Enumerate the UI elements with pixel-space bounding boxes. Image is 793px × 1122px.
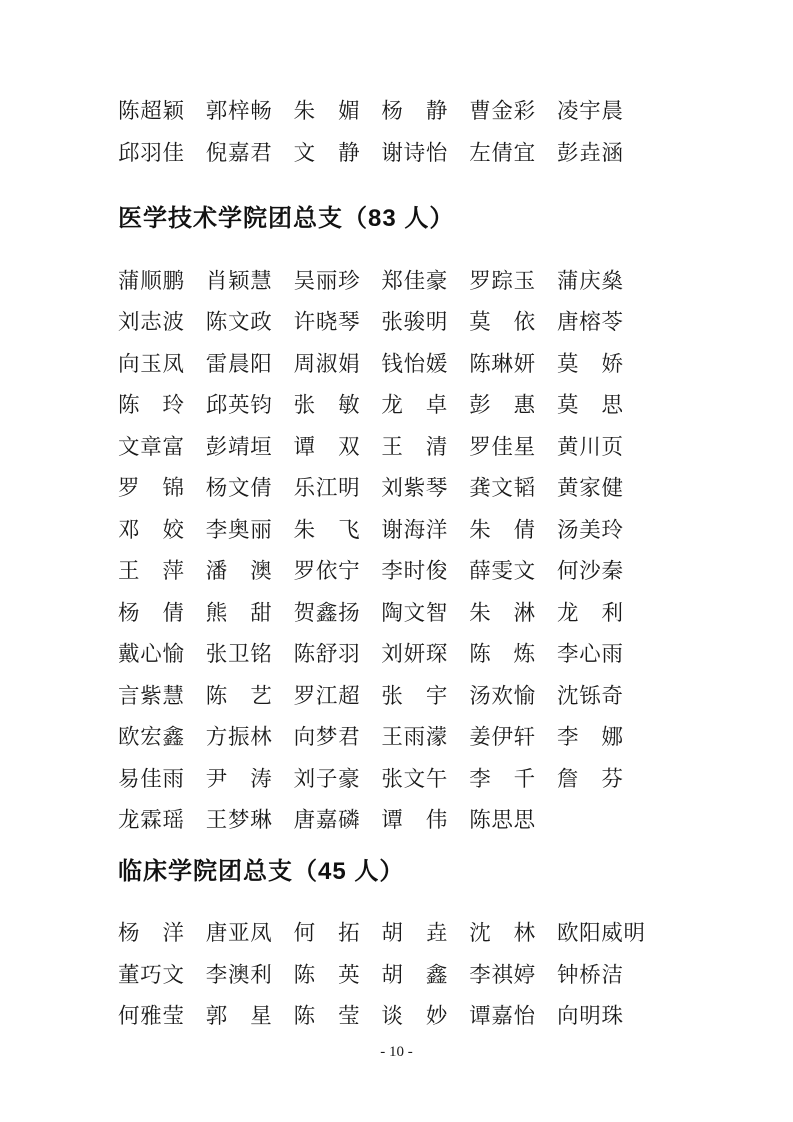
name-rows: [118, 921, 763, 1028]
person-name: 朱 淋: [469, 600, 536, 625]
person-name: 张 文 午: [381, 766, 448, 791]
person-name: 文 章 富: [118, 434, 184, 459]
name-row: [118, 99, 763, 123]
person-name: 熊 甜: [205, 600, 272, 625]
person-name: 邓 姣: [118, 517, 184, 542]
person-name: 陈 超 颖: [118, 99, 184, 123]
person-name: 詹 芬: [556, 766, 623, 791]
person-name: 蒲 顺 鹏: [118, 268, 184, 293]
person-name: 黄 家 健: [556, 476, 623, 500]
person-name: 何 拓: [293, 921, 360, 945]
person-name: 罗 踪 玉: [469, 268, 536, 293]
name-row: [118, 725, 763, 749]
name-row: [118, 601, 763, 625]
person-name: 周 淑 娟: [293, 351, 360, 376]
person-name: 左 倩 宜: [469, 140, 536, 165]
name-row: [118, 1004, 763, 1028]
person-name: 姜 伊 轩: [469, 725, 536, 749]
name-rows: [118, 99, 763, 165]
name-row: [118, 808, 763, 832]
section-heading: 临床学院团总支（45 人）: [118, 858, 405, 885]
person-name: 尹 涛: [205, 766, 272, 791]
person-name: 王 梦 琳: [205, 808, 272, 832]
person-name: 何 雅 莹: [118, 1004, 184, 1028]
person-name: 薛 雯 文: [469, 559, 536, 583]
name-row: [118, 684, 763, 708]
name-row: [118, 642, 763, 666]
person-name: 沈 铄 奇: [556, 683, 623, 708]
person-name: 李 祺 婷: [469, 962, 536, 987]
person-name: 唐 亚 凤: [205, 921, 272, 945]
person-name: 陈 莹: [293, 1004, 360, 1028]
person-name: 王 清: [381, 434, 448, 459]
name-row: [118, 921, 763, 945]
person-name: 莫 娇: [556, 351, 623, 376]
section-heading: 医学技术学院团总支（83 人）: [118, 204, 455, 232]
person-name: 莫 思: [556, 393, 623, 417]
person-name: 龚 文 韬: [469, 476, 536, 500]
person-name: 钱 怡 媛: [381, 351, 448, 376]
person-name: 李 澳 利: [205, 962, 272, 987]
person-name: 张 宇: [381, 683, 448, 708]
person-name: 谭 伟: [381, 808, 448, 832]
roster-section-clinical-college-branch: [118, 856, 763, 1028]
person-name: 杨 文 倩: [205, 476, 272, 500]
person-name: 刘 妍 琛: [381, 642, 448, 666]
person-name: 陈 舒 羽: [293, 642, 360, 666]
person-name: 朱 飞: [293, 517, 360, 542]
person-name: 龙 霖 瑶: [118, 808, 184, 832]
person-name: 蒲 庆 燊: [556, 268, 623, 293]
name-row: [118, 269, 763, 293]
person-name: 贺 鑫 扬: [293, 600, 360, 625]
person-name: 罗 江 超: [293, 683, 360, 708]
person-name: 杨 倩: [118, 600, 184, 625]
name-row: [118, 963, 763, 987]
person-name: 汤 欢 愉: [469, 683, 536, 708]
person-name: 陈 文 政: [205, 310, 272, 334]
name-row: [118, 310, 763, 334]
person-name: 陈 琳 妍: [469, 351, 536, 376]
person-name: 龙 卓: [381, 393, 448, 417]
person-name: 刘 紫 琴: [381, 476, 448, 500]
person-name: 杨 洋: [118, 921, 184, 945]
person-name: 向 明 珠: [556, 1004, 623, 1028]
person-name: 陈 炼: [469, 642, 536, 666]
person-name: 李 娜: [556, 725, 623, 749]
person-name: 王 萍: [118, 559, 184, 583]
page-number: - 10 -: [380, 1044, 413, 1060]
page-footer: [0, 1043, 793, 1061]
roster-section-previous-branch-continued: [118, 99, 763, 165]
name-row: [118, 352, 763, 376]
name-row: [118, 518, 763, 542]
person-name: 潘 澳: [205, 559, 272, 583]
person-name: 钟 桥 洁: [556, 962, 623, 987]
person-name: 凌 宇 晨: [556, 99, 623, 123]
name-rows: [118, 269, 763, 833]
roster-section-medical-technology-branch: [118, 203, 763, 833]
person-name: 言 紫 慧: [118, 683, 184, 708]
person-name: 彭 垚 涵: [556, 140, 623, 165]
person-name: 莫 依: [469, 310, 536, 334]
name-row: [118, 476, 763, 500]
person-name: 方 振 林: [205, 725, 272, 749]
person-name: 彭 靖 垣: [205, 434, 272, 459]
name-row: [118, 393, 763, 417]
person-name: 唐 榕 苓: [556, 310, 623, 334]
person-name: 曹 金 彩: [469, 99, 536, 123]
person-name: 肖 颖 慧: [205, 268, 272, 293]
person-name: 乐 江 明: [293, 476, 360, 500]
person-name: 罗 锦: [118, 476, 184, 500]
person-name: 朱 倩: [469, 517, 536, 542]
person-name: 张 卫 铭: [205, 642, 272, 666]
person-name: 唐 嘉 磷: [293, 808, 360, 832]
person-name: 吴 丽 珍: [293, 268, 360, 293]
person-name: 雷 晨 阳: [205, 351, 272, 376]
person-name: 谈 妙: [381, 1004, 448, 1028]
person-name: 向 玉 凤: [118, 351, 184, 376]
person-name: 何 沙 秦: [556, 559, 623, 583]
person-name: 谢 诗 怡: [381, 140, 448, 165]
person-name: 陈 玲: [118, 393, 184, 417]
person-name: 杨 静: [381, 99, 448, 123]
person-name: 郭 星: [205, 1004, 272, 1028]
person-name: 罗 依 宁: [293, 559, 360, 583]
person-name: 刘 志 波: [118, 310, 184, 334]
name-row: [118, 559, 763, 583]
person-name: 胡 垚: [381, 921, 448, 945]
person-name: 胡 鑫: [381, 962, 448, 987]
person-name: 龙 利: [556, 600, 623, 625]
person-name: 汤 美 玲: [556, 517, 623, 542]
person-name: 郑 佳 豪: [381, 268, 448, 293]
name-row: [118, 141, 763, 165]
person-name: 陈 思 思: [469, 808, 536, 832]
person-name: 谭 双: [293, 434, 360, 459]
name-row: [118, 435, 763, 459]
person-name: 向 梦 君: [293, 725, 360, 749]
person-name: 罗 佳 星: [469, 434, 536, 459]
person-name: 黄 川 页: [556, 434, 623, 459]
person-name: 王 雨 濛: [381, 725, 448, 749]
person-name: 邱 羽 佳: [118, 140, 184, 165]
person-name: 董 巧 文: [118, 962, 184, 987]
person-name: 倪 嘉 君: [205, 140, 272, 165]
person-name: 李 奥 丽: [205, 517, 272, 542]
person-name: 张 敏: [293, 393, 360, 417]
person-name: 欧 宏 鑫: [118, 725, 184, 749]
person-name: 戴 心 愉: [118, 642, 184, 666]
person-name: 李 时 俊: [381, 559, 448, 583]
person-name: 许 晓 琴: [293, 310, 360, 334]
person-name: 邱 英 钧: [205, 393, 272, 417]
person-name: 陈 英: [293, 962, 360, 987]
person-name: 李 心 雨: [556, 642, 623, 666]
person-name: 文 静: [293, 140, 360, 165]
person-name: 陈 艺: [205, 683, 272, 708]
person-name: 谭 嘉 怡: [469, 1004, 536, 1028]
name-row: [118, 767, 763, 791]
person-name: 沈 林: [469, 921, 536, 945]
person-name: 张 骏 明: [381, 310, 448, 334]
person-name: 刘 子 豪: [293, 766, 360, 791]
person-name: 谢 海 洋: [381, 517, 448, 542]
person-name: 陶 文 智: [381, 600, 448, 625]
person-name: 易 佳 雨: [118, 766, 184, 791]
person-name: 李 千: [469, 766, 536, 791]
person-name: 彭 惠: [469, 393, 536, 417]
person-name: 欧 阳 威 明: [556, 921, 645, 945]
person-name: 郭 梓 畅: [205, 99, 272, 123]
person-name: 朱 媚: [293, 99, 360, 123]
